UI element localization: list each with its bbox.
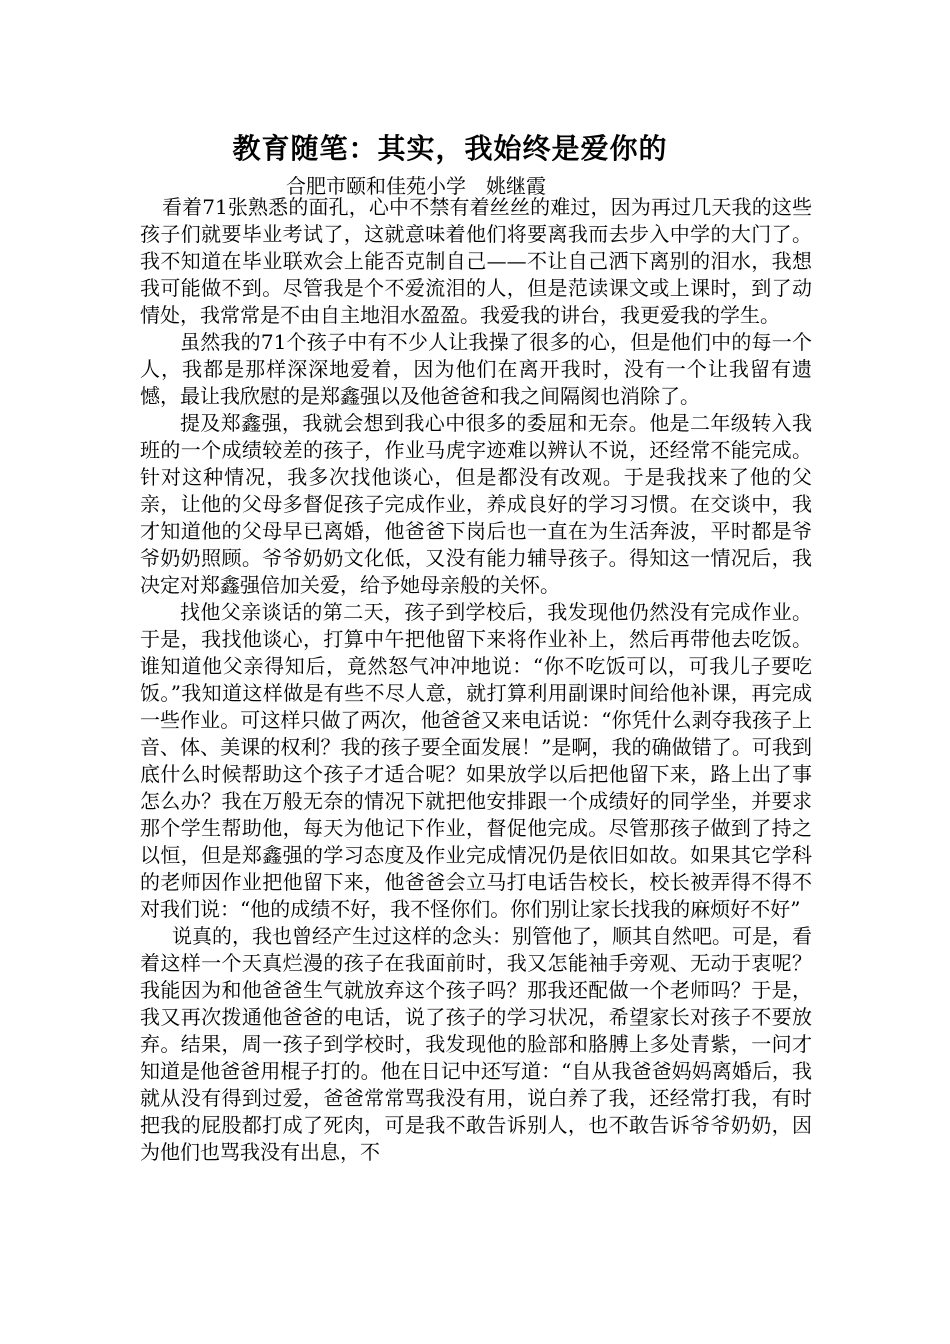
paragraph-1: 看着71张熟悉的面孔，心中不禁有着丝丝的难过，因为再过几天我的这些孩子们就要毕业考试了，这就意味着他们将要离我而去步入中学的大门了。我不知道在毕业联欢会上能否克制自己——不让自己洒下离别的泪水，我想我可能做不到。尽管我是个不爱流泪的人，但是范读课文或上课时，到了动情处，我常常是不由自主地泪水盈盈。我爱我的讲台，我更爱我的学生。: [140, 195, 812, 327]
document-title: 教育随笔：其实，我始终是爱你的: [232, 132, 668, 165]
document-body: [140, 194, 812, 1166]
paragraph-3: 提及郑鑫强，我就会想到我心中很多的委屈和无奈。他是二年级转入我班的一个成绩较差的孩子，作业马虎字迹难以辨认不说，还经常不能完成。针对这种情况，我多次找他谈心，但是都没有改观。于是我找来了他的父亲，让他的父母多督促孩子完成作业，养成良好的学习习惯。在交谈中，我才知道他的父母早已离婚，他爸爸下岗后也一直在为生活奔波，平时都是爷爷奶奶照顾。爷爷奶奶文化低，又没有能力辅导孩子。得知这一情况后，我决定对郑鑫强倍加关爱，给予她母亲般的关怀。: [140, 411, 812, 597]
paragraph-4: 找他父亲谈话的第二天，孩子到学校后，我发现他仍然没有完成作业。于是，我找他谈心，打算中午把他留下来将作业补上，然后再带他去吃饭。谁知道他父亲得知后，竟然怒气冲冲地说：“你不吃饭可以，可我儿子要吃饭。”我知道这样做是有些不尽人意，就打算利用副课时间给他补课，再完成一些作业。可这样只做了两次，他爸爸又来电话说：“你凭什么剥夺我孩子上音、体、美课的权利？我的孩子要全面发展！”是啊，我的确做错了。可我到底什么时候帮助这个孩子才适合呢？如果放学以后把他留下来，路上出了事怎么办？我在万般无奈的情况下就把他安排跟一个成绩好的同学坐，并要求那个学生帮助他，每天为他记下作业，督促他完成。尽管那孩子做到了持之以恒，但是郑鑫强的学习态度及作业完成情况仍是依旧如故。如果其它学科的老师因作业把他留下来，他爸爸会立马打电话告校长，校长被弄得不得不对我们说：“他的成绩不好，我不怪你们。你们别让家长找我的麻烦好不好”: [140, 600, 812, 921]
paragraph-5: 说真的，我也曾经产生过这样的念头：别管他了，顺其自然吧。可是，看着这样一个天真烂漫的孩子在我面前时，我又怎能袖手旁观、无动于衷呢？我能因为和他爸爸生气就放弃这个孩子吗？那我还配做一个老师吗？于是，我又再次拨通他爸爸的电话，说了孩子的学习状况，希望家长对孩子不要放弃。结果，周一孩子到学校时，我发现他的脸部和胳膊上多处青紫，一问才知道是他爸爸用棍子打的。他在日记中还写道：“自从我爸爸妈妈离婚后，我就从没有得到过爱，爸爸常常骂我没有用，说白养了我，还经常打我，有时把我的屁股都打成了死肉，可是我不敢告诉别人，也不敢告诉爷爷奶奶，因为他们也骂我没有出息，不: [140, 924, 812, 1164]
paragraph-2: 虽然我的71个孩子中有不少人让我操了很多的心，但是他们中的每一个人，我都是那样深深地爱着，因为他们在离开我时，没有一个让我留有遗憾，最让我欣慰的是郑鑫强以及他爸爸和我之间隔阂也消除了。: [140, 330, 812, 408]
author-byline: 合肥市颐和佳苑小学 姚继霞: [286, 174, 546, 198]
